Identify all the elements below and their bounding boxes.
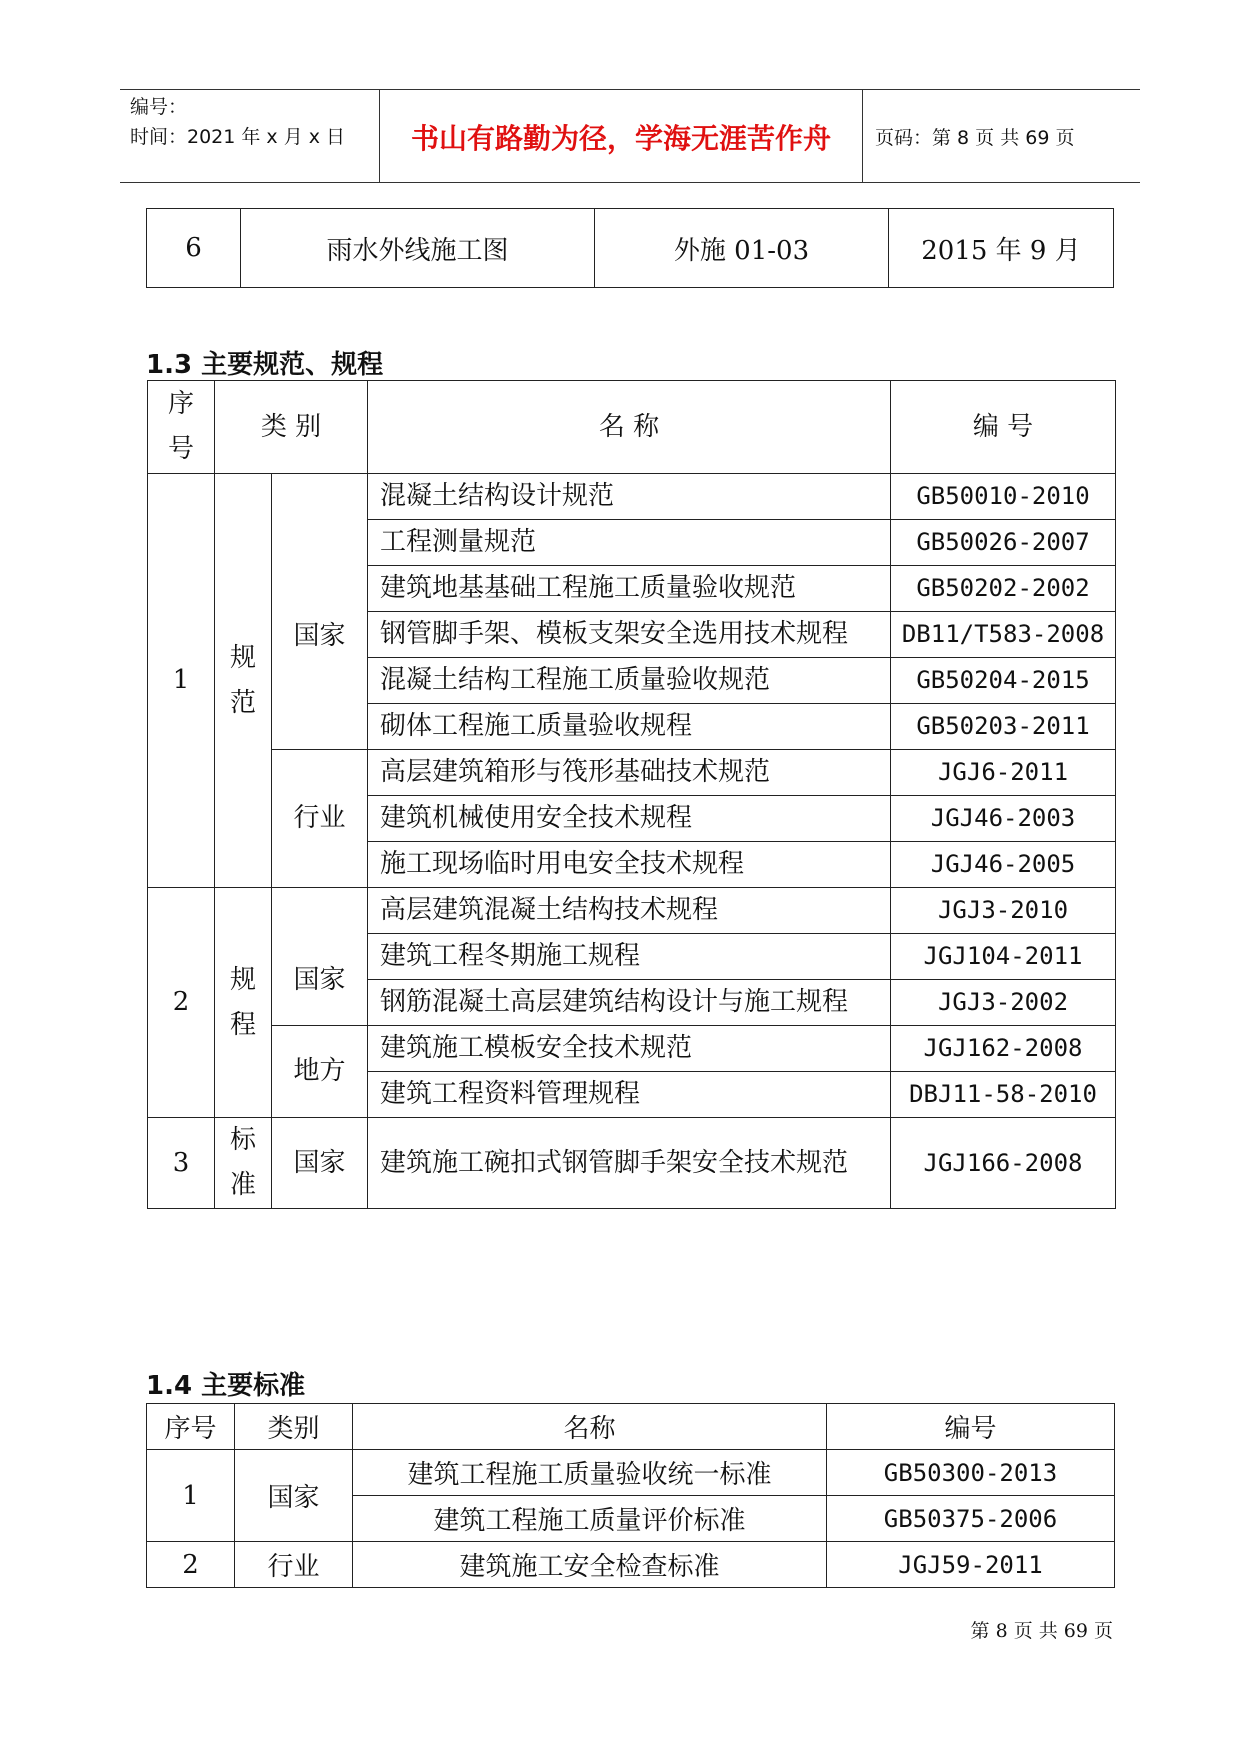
standard-name: 建筑工程施工质量评价标准	[353, 1496, 827, 1542]
spec-code: GB50202-2002	[891, 566, 1116, 612]
spec-code: GB50204-2015	[891, 658, 1116, 704]
table-row	[148, 1118, 1116, 1209]
drawing-date: 2015 年 9 月	[889, 209, 1114, 288]
group-level: 国家	[272, 474, 368, 750]
section-title-1-4: 1.4 主要标准	[146, 1371, 306, 1401]
table-row	[147, 1450, 1115, 1496]
spec-code: DB11/T583-2008	[891, 612, 1116, 658]
spec-code: JGJ46-2005	[891, 842, 1116, 888]
spec-name: 建筑施工模板安全技术规范	[368, 1026, 891, 1072]
header-seq: 序号	[148, 381, 215, 474]
standard-seq: 1	[147, 1450, 235, 1542]
header-divider	[862, 90, 863, 182]
spec-name: 高层建筑箱形与筏形基础技术规范	[368, 750, 891, 796]
spec-code: JGJ166-2008	[891, 1118, 1116, 1209]
header-meta	[130, 92, 380, 152]
table-row	[148, 474, 1116, 520]
spec-name: 工程测量规范	[368, 520, 891, 566]
spec-name: 砌体工程施工质量验收规程	[368, 704, 891, 750]
group-type: 标准	[215, 1118, 272, 1209]
spec-name: 建筑机械使用安全技术规程	[368, 796, 891, 842]
standard-code: GB50300-2013	[827, 1450, 1115, 1496]
table-header-row	[147, 1404, 1115, 1450]
spec-name: 钢筋混凝土高层建筑结构设计与施工规程	[368, 980, 891, 1026]
spec-name: 钢管脚手架、模板支架安全选用技术规程	[368, 612, 891, 658]
section-title-1-3: 1.3 主要规范、规程	[146, 350, 384, 380]
spec-code: JGJ46-2003	[891, 796, 1116, 842]
header-seq: 序号	[147, 1404, 235, 1450]
group-type: 规范	[215, 474, 272, 888]
motto: 书山有路勤为径，学海无涯苦作舟	[410, 122, 831, 155]
group-level: 国家	[272, 888, 368, 1026]
group-seq: 3	[148, 1118, 215, 1209]
table-header-row	[148, 381, 1116, 474]
specs-table	[147, 380, 1116, 1209]
table-row	[147, 209, 1114, 288]
spec-name: 建筑工程资料管理规程	[368, 1072, 891, 1118]
spec-code: JGJ162-2008	[891, 1026, 1116, 1072]
page-footer: 第 8 页 共 69 页	[970, 1620, 1113, 1642]
spec-name: 建筑工程冬期施工规程	[368, 934, 891, 980]
standard-code: GB50375-2006	[827, 1496, 1115, 1542]
drawing-name: 雨水外线施工图	[241, 209, 595, 288]
spec-code: JGJ104-2011	[891, 934, 1116, 980]
page-header	[120, 89, 1140, 183]
spec-code: JGJ6-2011	[891, 750, 1116, 796]
standards-table	[146, 1403, 1115, 1588]
spec-name: 施工现场临时用电安全技术规程	[368, 842, 891, 888]
standard-level: 行业	[235, 1542, 353, 1588]
group-seq: 1	[148, 474, 215, 888]
spec-code: JGJ3-2002	[891, 980, 1116, 1026]
spec-code: JGJ3-2010	[891, 888, 1116, 934]
table-row	[148, 750, 1116, 796]
page-info: 页码：第 8 页 共 69 页	[875, 127, 1075, 149]
standard-seq: 2	[147, 1542, 235, 1588]
spec-name: 混凝土结构工程施工质量验收规范	[368, 658, 891, 704]
table-row	[148, 888, 1116, 934]
standard-code: JGJ59-2011	[827, 1542, 1115, 1588]
table-row	[148, 1026, 1116, 1072]
spec-code: GB50026-2007	[891, 520, 1116, 566]
standard-name: 建筑工程施工质量验收统一标准	[353, 1450, 827, 1496]
group-level: 国家	[272, 1118, 368, 1209]
header-code: 编 号	[891, 381, 1116, 474]
header-category: 类 别	[215, 381, 368, 474]
group-type: 规程	[215, 888, 272, 1118]
spec-name: 建筑施工碗扣式钢管脚手架安全技术规范	[368, 1118, 891, 1209]
header-name: 名称	[353, 1404, 827, 1450]
drawing-num: 6	[147, 209, 241, 288]
header-name: 名 称	[368, 381, 891, 474]
number-label: 编号：	[130, 96, 188, 118]
standard-name: 建筑施工安全检查标准	[353, 1542, 827, 1588]
standard-level: 国家	[235, 1450, 353, 1542]
date-label: 时间：2021 年 x 月 x 日	[130, 126, 346, 148]
spec-code: GB50203-2011	[891, 704, 1116, 750]
spec-code: DBJ11-58-2010	[891, 1072, 1116, 1118]
spec-code: GB50010-2010	[891, 474, 1116, 520]
drawing-code: 外施 01-03	[595, 209, 889, 288]
group-level: 地方	[272, 1026, 368, 1118]
header-code: 编号	[827, 1404, 1115, 1450]
table-row	[147, 1542, 1115, 1588]
spec-name: 建筑地基基础工程施工质量验收规范	[368, 566, 891, 612]
drawings-table	[146, 208, 1114, 288]
header-category: 类别	[235, 1404, 353, 1450]
spec-name: 高层建筑混凝土结构技术规程	[368, 888, 891, 934]
group-seq: 2	[148, 888, 215, 1118]
spec-name: 混凝土结构设计规范	[368, 474, 891, 520]
group-level: 行业	[272, 750, 368, 888]
